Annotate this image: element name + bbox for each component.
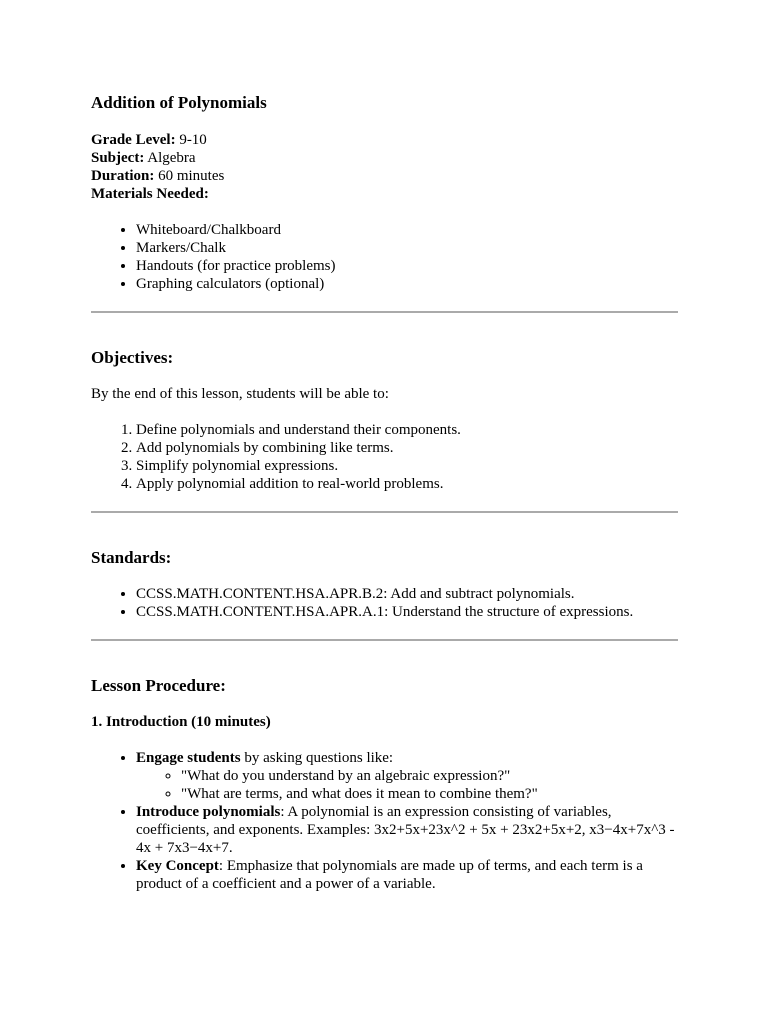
list-item: • Handouts (for practice problems) [136, 257, 678, 275]
list-item: • CCSS.MATH.CONTENT.HSA.APR.B.2: Add and subtract polynomials. [136, 585, 678, 603]
introduction-subheading: 1. Introduction (10 minutes) [91, 714, 271, 730]
subject-line [91, 149, 678, 167]
list-item: • Whiteboard/Chalkboard [136, 221, 678, 239]
materials-label: Materials Needed: [91, 186, 209, 202]
section-divider [91, 311, 678, 313]
page-title: Addition of Polynomials [91, 93, 267, 112]
engage-bold: Engage students [136, 750, 241, 766]
list-item [136, 803, 678, 857]
grade-level-value: 9-10 [175, 132, 207, 148]
materials-line [91, 185, 678, 203]
materials-list [91, 221, 678, 293]
list-item [136, 857, 678, 893]
key-concept-bold: Key Concept [136, 858, 219, 874]
standards-list [91, 585, 678, 621]
list-item: • Graphing calculators (optional) [136, 275, 678, 293]
list-item: 3. Simplify polynomial expressions. [136, 457, 678, 475]
list-item: 2. Add polynomials by combining like terms. [136, 439, 678, 457]
list-item [136, 749, 678, 803]
list-item: 1. Define polynomials and understand their components. [136, 421, 678, 439]
section-divider [91, 511, 678, 513]
lesson-meta [91, 131, 678, 203]
section-divider [91, 639, 678, 641]
list-item: ◦ "What are terms, and what does it mean to combine them?" [181, 785, 678, 803]
subject-value: Algebra [144, 150, 196, 166]
objectives-intro: By the end of this lesson, students will be able to: [91, 386, 389, 402]
list-item: • Markers/Chalk [136, 239, 678, 257]
objectives-list [91, 421, 678, 493]
list-item: 4. Apply polynomial addition to real-world problems. [136, 475, 678, 493]
procedure-heading: Lesson Procedure: [91, 676, 226, 695]
list-item: ◦ "What do you understand by an algebraic expression?" [181, 767, 678, 785]
key-concept-text: : Emphasize that polynomials are made up of terms, and each term is a product of a coefficient and a power of a variable. [136, 858, 643, 892]
subject-label: Subject: [91, 150, 145, 166]
duration-label: Duration: [91, 168, 155, 184]
introduce-bold: Introduce polynomials [136, 804, 281, 820]
duration-line [91, 167, 678, 185]
introduction-list [91, 749, 678, 893]
questions-list [136, 767, 678, 803]
duration-value: 60 minutes [154, 168, 225, 184]
grade-level-label: Grade Level: [91, 132, 176, 148]
document-content [91, 93, 678, 893]
standards-heading: Standards: [91, 548, 172, 567]
grade-level-line [91, 131, 678, 149]
introduce-text: : A polynomial is an expression consisting of variables, coefficients, and exponents. Examples: 3x2+5x+23x^2 + 5x + 23x2+5x+2, x3−4x+7x^3 - 4x + 7x3−4x+7. [136, 804, 675, 856]
engage-text: by asking questions like: [240, 750, 394, 766]
objectives-heading: Objectives: [91, 348, 174, 367]
list-item: • CCSS.MATH.CONTENT.HSA.APR.A.1: Understand the structure of expressions. [136, 603, 678, 621]
